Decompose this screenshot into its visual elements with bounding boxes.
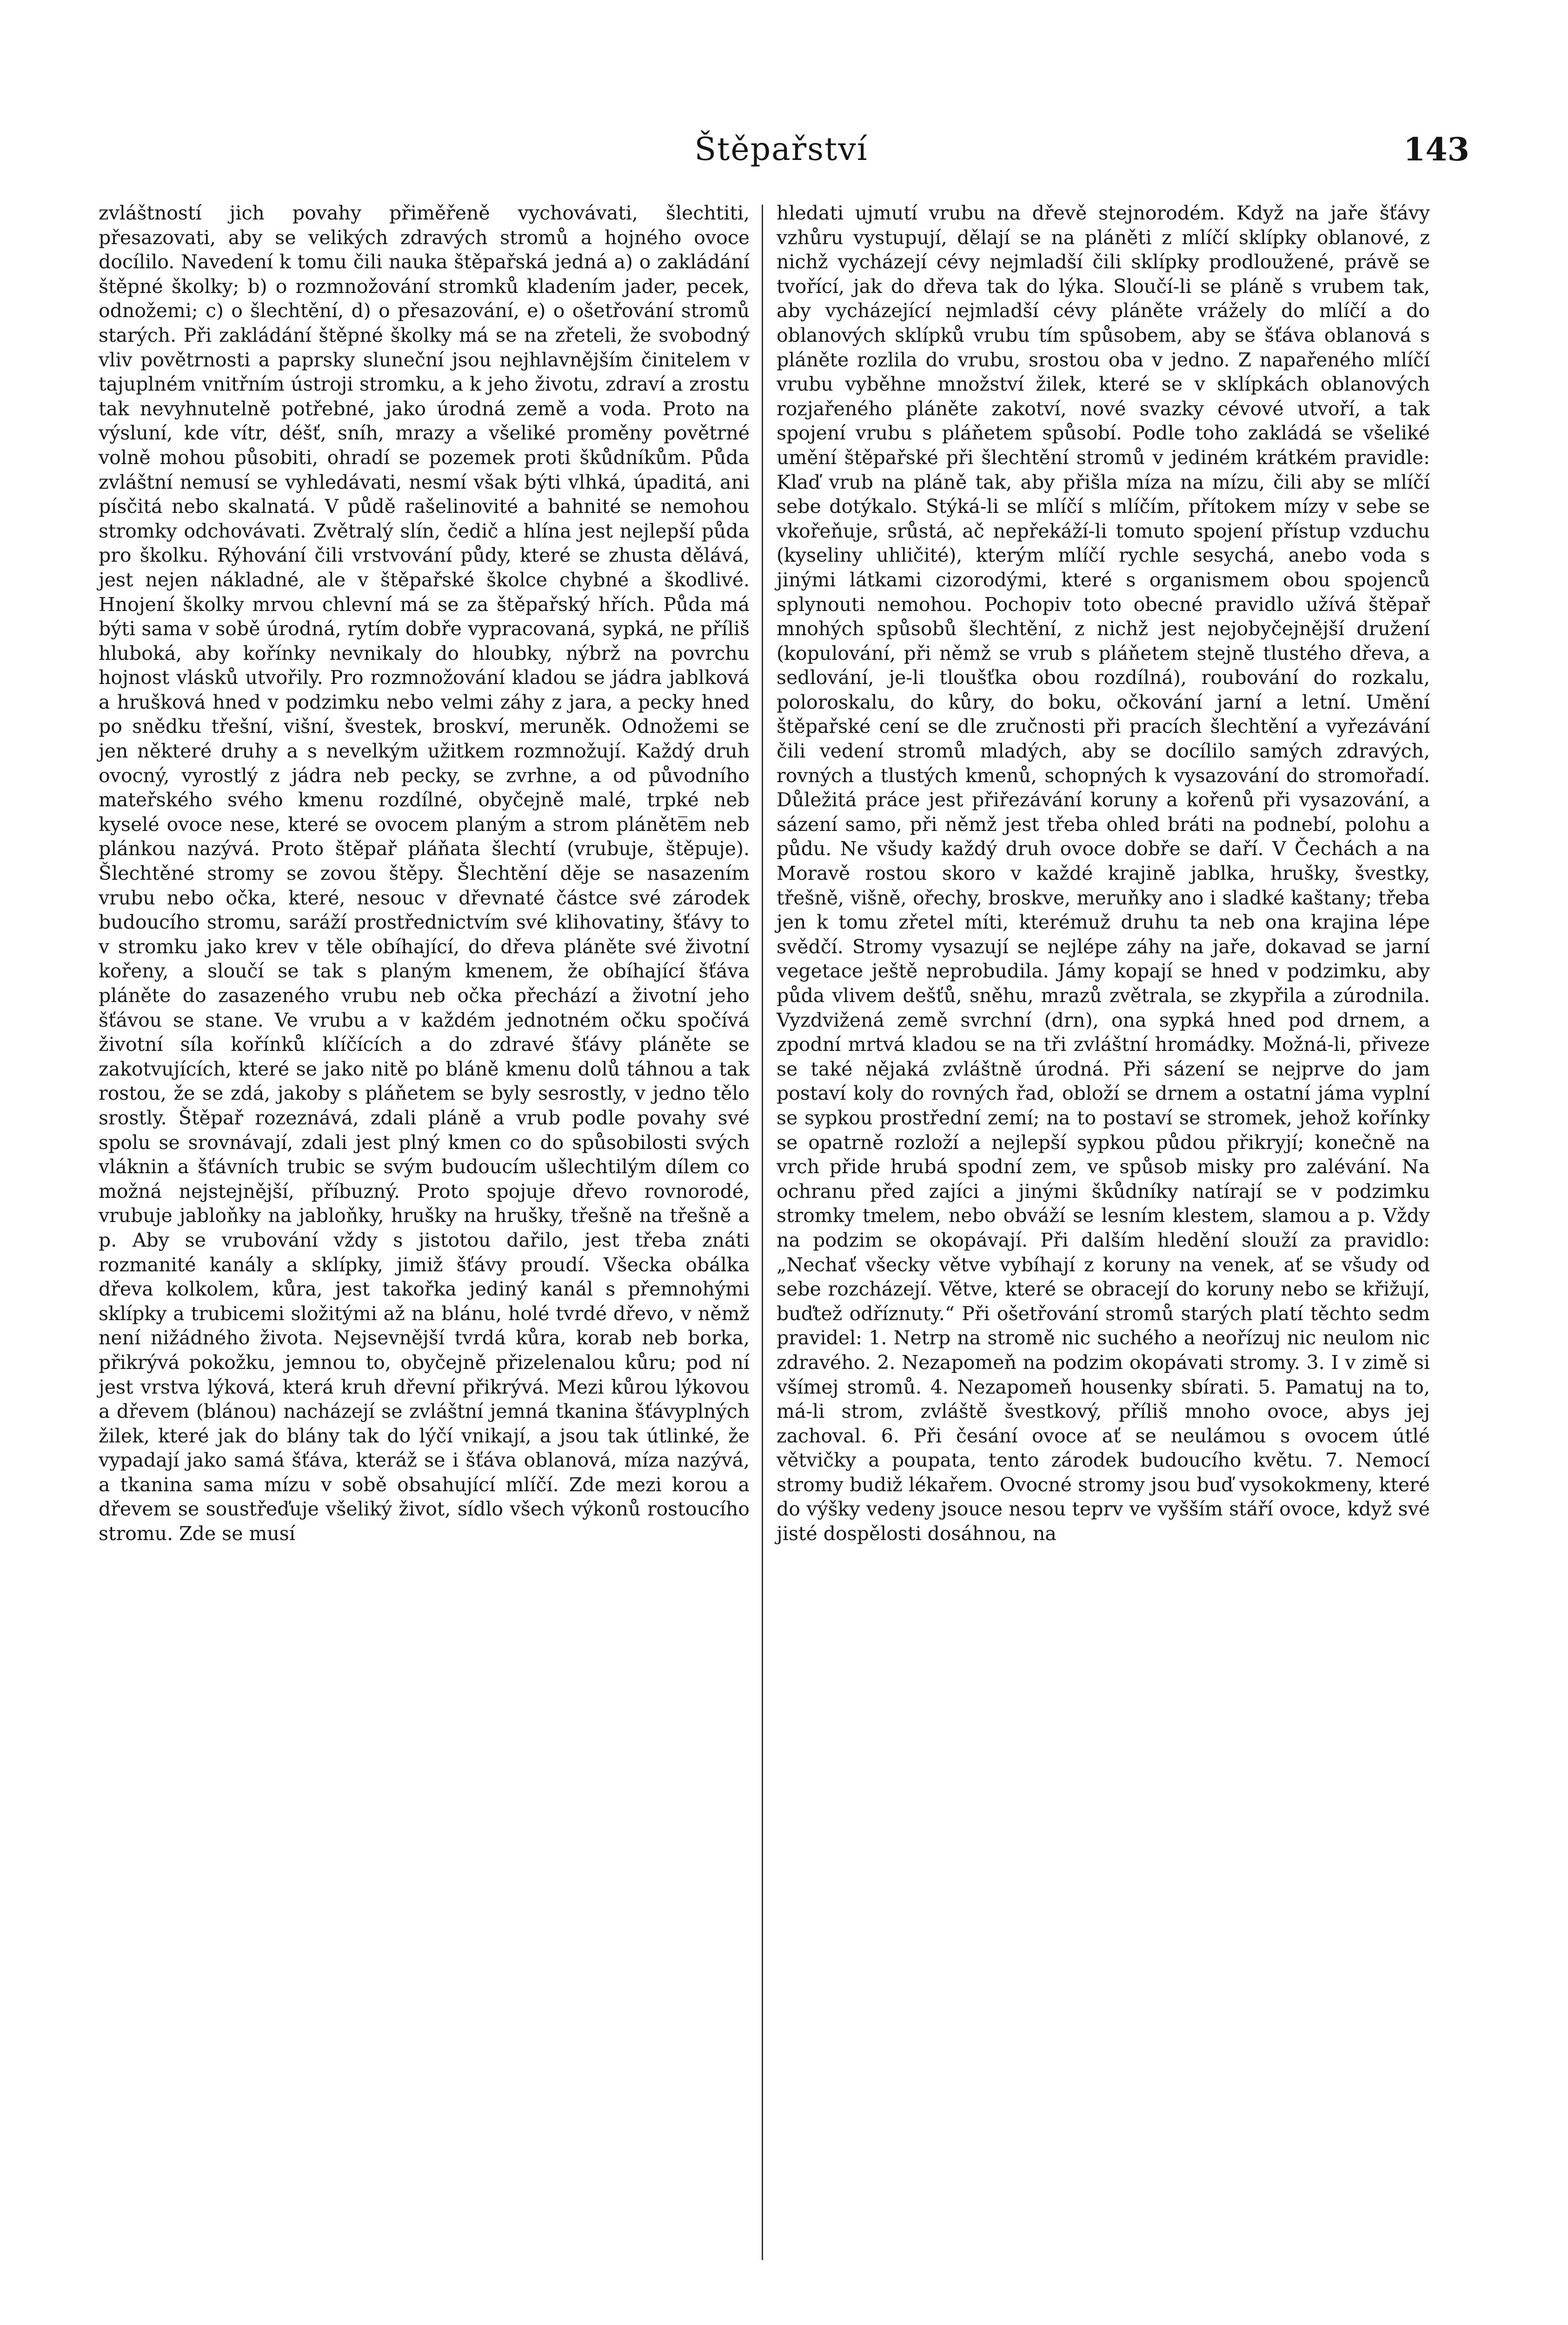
page-number: 143 — [1403, 131, 1469, 168]
body-text-left: zvláštností jich povahy přiměřeně vychovávati, šlechtiti, přesazovati, aby se velikých zdravých stromů a hojného ovoce docílilo. Navedení k tomu čili nauka štěpařská jedná a) o zakládání štěpné školky; b) o rozmnožování stromků kladením jader, pecek, odnožemi; c) o šlechtění, d) o přesazování, e) o ošetřování stromů starých. Při zakládání štěpné školky má se na zřeteli, že svobodný vliv povětrnosti a paprsky sluneční jsou nejhlavnějším činitelem v tajuplném vnitřním ústroji stromku, a k jeho životu, zdraví a zrostu tak nevyhnutelně potřebné, jako úrodná země a voda. Proto na výsluní, kde vítr, déšť, sníh, mrazy a všeliké proměny povětrné volně mohou působiti, ohradí se pozemek proti škůdníkům. Půda zvláštní nemusí se vyhledávati, nesmí však býti vlhká, úpaditá, ani písčitá nebo skalnatá. V půdě rašelinovité a bahnité se nemohou stromky odchovávati. Zvětralý slín, čedič a hlína jest nejlepší půda pro školku. Rýhování čili vrstvování půdy, které se zhusta dělává, jest nejen nákladné, ale v štěpařské školce chybné a škodlivé. Hnojení školky mrvou chlevní má se za štěpařský hřích. Půda má býti sama v sobě úrodná, rytím dobře vypracovaná, sypká, ne příliš hluboká, aby kořínky nevnikaly do hloubky, nýbrž na povrchu hojnost vlásků utvořily. Pro rozmnožování kladou se jádra jablková a hrušková hned v podzimku nebo velmi záhy z jara, a pecky hned po snědku třešní, višní, švestek, broskví, meruněk. Odnožemi se jen některé druhy a s nevelkým užitkem rozmnožují. Každý druh ovocný, vyrostlý z jádra neb pecky, se zvrhne, a od původního mateřského svého kmenu rozdílné, obyčejně malé, trpké neb kyselé ovoce nese, které se ovocem planým a strom pláněte̅m neb plánkou nazývá. Proto štěpař pláňata šlechtí (vrubuje, štěpuje). Šlechtěné stromy se zovou štěpy. Šlechtění děje se nasazením vrubu nebo očka, které, nesouc v dřevnaté částce své zárodek budoucího stromu, saráží prostřednictvím své klihovatiny, šťávy to v stromku jako krev v těle obíhající, do dřeva pláněte své životní kořeny, a sloučí se tak s planým kmenem, že obíhající šťáva pláněte do zasazeného vrubu neb očka přechází a životní jeho šťávou se stane. Ve vrubu a v každém jednotném očku spočívá životní síla kořínků klíčících a do zdravé šťávy pláněte se zakotvujících, které se jako nitě po bláně kmenu dolů táhnou a tak rostou, že se zdá, jakoby s pláňetem se byly sesrostly, v jedno tělo srostly. Štěpař rozeznává, zdali pláně a vrub podle povahy své spolu se srovnávají, zdali jest plný kmen co do spůsobilosti svých vláknin a šťávních trubic se svým budoucím ušlechtilým dílem co možná nejstejnější, příbuzný. Proto spojuje dřevo rovnorodé, vrubuje jabloňky na jabloňky, hrušky na hrušky, třešně na třešně a p. Aby se vrubování vždy s jistotou dařilo, jest třeba znáti rozmanité kanály a sklípky, jimiž šťávy proudí. Všecka obálka dřeva kolkolem, kůra, jest takořka jediný kanál s přemnohými sklípky a trubicemi složitými až na blánu, holé tvrdé dřevo, v němž není nižádného života. Nejsevnější tvrdá kůra, korab neb borka, přikrývá pokožku, jemnou to, obyčejně přizelenalou kůru; pod ní jest vrstva lýková, která kruh dřevní přikrývá. Mezi kůrou lýkovou a dřevem (blánou) nacházejí se zvláštní jemná tkanina šťávyplných žilek, které jak do blány tak do lýčí vnikají, a jsou tak útlinké, že vypadají jako samá šťáva, kteráž se i šťáva oblanová, míza nazývá, a tkanina sama mízu v sobě obsahující mlíčí. Zde mezi korou a dřevem se soustřeďuje všeliký život, sídlo všech výkonů rostoucího stromu. Zde se musí — [99, 202, 750, 1545]
text-column-right — [777, 201, 1430, 1546]
body-text-right: hledati ujmutí vrubu na dřevě stejnorodém. Když na jaře šťávy vzhůru vystupují, dělají se na pláněti z mlíčí sklípky oblanové, z nichž vycházejí cévy nejmladší čili sklípky prodloužené, právě se tvořící, jak do dřeva tak do lýka. Sloučí-li se pláně s vrubem tak, aby vycházející nejmladší cévy pláněte vrážely do mlíčí a do oblanových sklípků vrubu tím spůsobem, aby se šťáva oblanová s pláněte rozlila do vrubu, srostou oba v jedno. Z napařeného mlíčí vrubu vyběhne množství žilek, které se v sklípkách oblanových rozjařeného pláněte zakotví, nové svazky cévové utvoří, a tak spojení vrubu s pláňetem spůsobí. Podle toho zakládá se všeliké umění štěpařské při šlechtění stromů v jediném krátkém pravidle: Klaď vrub na pláně tak, aby přišla míza na mízu, čili aby se mlíčí sebe dotýkalo. Stýká-li se mlíčí s mlíčím, přítokem mízy v sebe se vkořeňuje, srůstá, ač nepřekáží-li tomuto spojení přístup vzduchu (kyseliny uhličité), kterým mlíčí rychle sesychá, anebo voda s jinými látkami cizorodými, které s organismem obou spojenců splynouti nemohou. Pochopiv toto obecné pravidlo užívá štěpař mnohých spůsobů šlechtění, z nichž jest nejobyčejnější družení (kopulování, při němž se vrub s pláňetem stejně tlustého dřeva, a sedlování, je-li tloušťka obou rozdílná), roubování do rozkalu, poloroskalu, do kůry, do boku, očkování jarní a letní. Umění štěpařské cení se dle zručnosti při pracích šlechtění a vyřezávání čili vedení stromů mladých, aby se docílilo samých zdravých, rovných a tlustých kmenů, schopných k vysazování do stromořadí. Důležitá práce jest přiřezávání koruny a kořenů při vysazování, a sázení samo, při němž jest třeba ohled bráti na podnebí, polohu a půdu. Ne všudy každý druh ovoce dobře se daří. V Čechách a na Moravě rostou skoro v každé krajině jablka, hrušky, švestky, třešně, višně, ořechy, broskve, meruňky ano i sladké kaštany; třeba jen k tomu zřetel míti, kterémuž druhu ta neb ona krajina lépe svědčí. Stromy vysazují se nejlépe záhy na jaře, dokavad se jarní vegetace ještě neprobudila. Jámy kopají se hned v podzimku, aby půda vlivem dešťů, sněhu, mrazů zvětrala, se zkypřila a zúrodnila. Vyzdvižená země svrchní (drn), ona sypká hned pod drnem, a zpodní mrtvá kladou se na tři zvláštní hromádky. Možná-li, přiveze se také nějaká zvláštně úrodná. Při sázení se nejprve do jam postaví koly do rovných řad, obloží se drnem a ostatní jáma vyplní se sypkou prostřední zemí; na to postaví se stromek, jehož kořínky se opatrně rozloží a nejlepší sypkou půdou přikryjí; konečně na vrch přide hrubá spodní zem, ve spůsob misky pro zalévání. Na ochranu před zajíci a jinými škůdníky natírají se v podzimku stromky tmelem, nebo obváží se lesním klestem, slamou a p. Vždy na podzim se okopávají. Při dalším hledění slouží za pravidlo: „Nechať všecky větve vybíhají z koruny na venek, ať se všudy od sebe rozcházejí. Větve, které se obracejí do koruny nebo se křižují, buďtež odříznuty.“ Při ošetřování stromů starých platí těchto sedm pravidel: 1. Netrp na stromě nic suchého a neořízuj nic neulom nic zdravého. 2. Nezapomeň na podzim okopávati stromy. 3. I v zimě si všímej stromů. 4. Nezapomeň housenky sbírati. 5. Pamatuj na to, má-li strom, zvláště švestkový, příliš mnoho ovoce, abys jej zachoval. 6. Při česání ovoce ať se neulámou s ovocem útlé větvičky a poupata, tento zárodek budoucího květu. 7. Nemocí stromy budiž lékařem. Ovocné stromy jsou buď vysokokmeny, které do výšky vedeny jsouce nesou teprv ve vyšším stáří ovoce, když své jisté dospělosti dosáhnou, na — [777, 202, 1430, 1545]
running-head: Štěpařství — [694, 131, 868, 168]
page-header — [93, 131, 1469, 182]
text-column-left — [99, 201, 750, 1546]
column-divider — [762, 205, 763, 2260]
